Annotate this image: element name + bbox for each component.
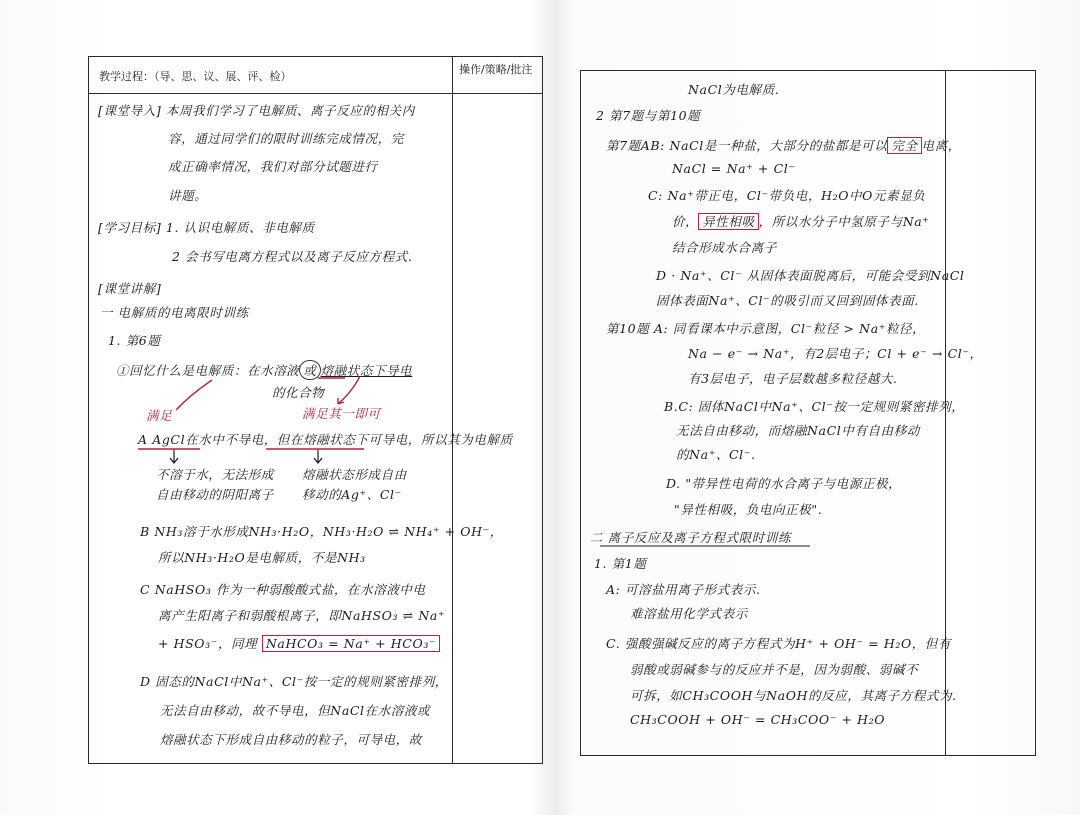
handwritten-line: Na − e⁻ → Na⁺，有2层电子；Cl + e⁻ → Cl⁻， <box>688 346 983 361</box>
handwritten-line: B.C: 固体NaCl中Na⁺、Cl⁻按一定规则紧密排列， <box>664 399 965 414</box>
handwritten-line: 容，通过同学们的限时训练完成情况，完 <box>168 131 404 146</box>
handwritten-line: 讲题。 <box>168 188 208 203</box>
handwritten-line: CH₃COOH + OH⁻ = CH₃COO⁻ + H₂O <box>630 712 886 727</box>
handwritten-line: A: 可溶盐用离子形式表示. <box>606 582 761 597</box>
handwritten-line: 结合形成水合离子 <box>672 240 777 255</box>
red-annotation: 满足其一即可 <box>302 406 381 421</box>
handwritten-line: 无法自由移动，而熔融NaCl中有自由移动 <box>676 423 920 438</box>
handwritten-line: 可拆，如CH₃COOH与NaOH的反应，其离子方程式为. <box>630 688 957 703</box>
line-part: 价， <box>672 214 699 229</box>
handwritten-line: NaCl为电解质. <box>688 82 780 97</box>
handwritten-line: D. "带异性电荷的水合离子与电源正极， <box>666 476 902 491</box>
handwritten-line: 熔融状态形成自由 <box>302 467 407 482</box>
boxed-equation: NaHCO₃ = Na⁺ + HCO₃⁻ <box>262 635 440 652</box>
circled-word: 或 <box>299 360 320 380</box>
handwritten-line: 成正确率情况，我们对部分试题进行 <box>168 159 378 174</box>
handwritten-line: 不溶于水，无法形成 <box>156 467 274 482</box>
handwritten-line: 移动的Ag⁺、Cl⁻ <box>302 487 402 502</box>
line-part: ①回忆什么是电解质：在水溶液 <box>116 363 300 378</box>
handwritten-line: [学习目标] 1. 认识电解质、非电解质 <box>98 220 315 235</box>
handwritten-line: "异性相吸，负电向正极". <box>674 502 823 517</box>
handwritten-line: C NaHSO₃ 作为一种弱酸酸式盐，在水溶液中电 <box>140 582 426 597</box>
boxed-word: 完全 <box>887 137 921 154</box>
handwritten-line: 固体表面Na⁺、Cl⁻的吸引而又回到固体表面. <box>656 293 919 308</box>
line-part: + HSO₃⁻，同理 <box>158 636 258 651</box>
teaching-process-header: 教学过程：（导、思、议、展、评、检） <box>99 70 292 83</box>
handwritten-line: A AgCl在水中不导电，但在熔融状态下可导电，所以其为电解质 <box>138 432 513 447</box>
handwritten-line: 难溶盐用化学式表示 <box>630 606 748 621</box>
black-arrow <box>314 450 322 463</box>
line-part: ，所以水分子中氢原子与Na⁺ <box>758 214 930 229</box>
handwritten-line: 一 电解质的电离限时训练 <box>100 305 249 320</box>
handwritten-line: 有3层电子，电子层数越多粒径越大. <box>688 371 898 386</box>
line-part: 电离， <box>921 138 961 153</box>
handwritten-line: 2 会书写电离方程式以及离子反应方程式. <box>172 249 413 264</box>
handwritten-line: 离产生阳离子和弱酸根离子，即NaHSO₃ ⇌ Na⁺ <box>158 608 446 623</box>
handwritten-line: 熔融状态下形成自由移动的粒子，可导电，故 <box>160 732 423 747</box>
notes-column-header: 操作/策略/批注 <box>459 63 533 76</box>
handwritten-line: 的Na⁺、Cl⁻. <box>676 447 756 462</box>
handwritten-line: C: Na⁺带正电，Cl⁻带负电，H₂O中O元素显负 <box>648 188 926 203</box>
line-part: 第7题AB: NaCl是一种盐，大部分的盐都是可以 <box>606 138 888 153</box>
handwritten-line: 二 离子反应及离子方程式限时训练 <box>590 530 792 545</box>
underlined-phrase: 熔融状态下导电 <box>320 363 413 378</box>
handwritten-line: 无法自由移动，故不导电，但NaCl在水溶液或 <box>160 703 431 718</box>
handwritten-line: C. 强酸强碱反应的离子方程式为H⁺ + OH⁻ = H₂O，但有 <box>606 636 952 651</box>
handwritten-line: 弱酸或弱碱参与的反应并不是，因为弱酸、弱碱不 <box>630 662 919 677</box>
handwritten-line: D · Na⁺、Cl⁻ 从固体表面脱离后，可能会受到NaCl <box>656 268 965 283</box>
handwritten-line: D 固态的NaCl中Na⁺、Cl⁻按一定的规则紧密排列， <box>140 674 448 689</box>
handwritten-line: [课堂讲解] <box>98 281 162 296</box>
red-arrow <box>176 380 212 410</box>
black-arrow <box>170 450 178 463</box>
handwritten-line: [课堂导入] 本周我们学习了电解质、离子反应的相关内 <box>98 103 415 118</box>
handwritten-line: 1. 第6题 <box>108 333 161 348</box>
handwritten-line: 2 第7题与第10题 <box>596 108 701 123</box>
handwritten-line: NaCl = Na⁺ + Cl⁻ <box>672 161 796 176</box>
boxed-phrase: 异性相吸 <box>698 213 758 230</box>
handwritten-line: 1. 第1题 <box>594 556 647 571</box>
red-arrow <box>338 376 360 404</box>
handwritten-line: 的化合物 <box>272 385 325 400</box>
red-annotation: 满足 <box>146 408 173 423</box>
handwritten-line: B NH₃溶于水形成NH₃·H₂O，NH₃·H₂O ⇌ NH₄⁺ + OH⁻， <box>140 524 503 539</box>
handwritten-line: 自由移动的阴阳离子 <box>156 487 274 502</box>
handwritten-line: 所以NH₃·H₂O是电解质，不是NH₃ <box>158 550 366 565</box>
handwritten-line: 第10题 A: 同看课本中示意图，Cl⁻粒径 > Na⁺粒径， <box>606 321 926 336</box>
